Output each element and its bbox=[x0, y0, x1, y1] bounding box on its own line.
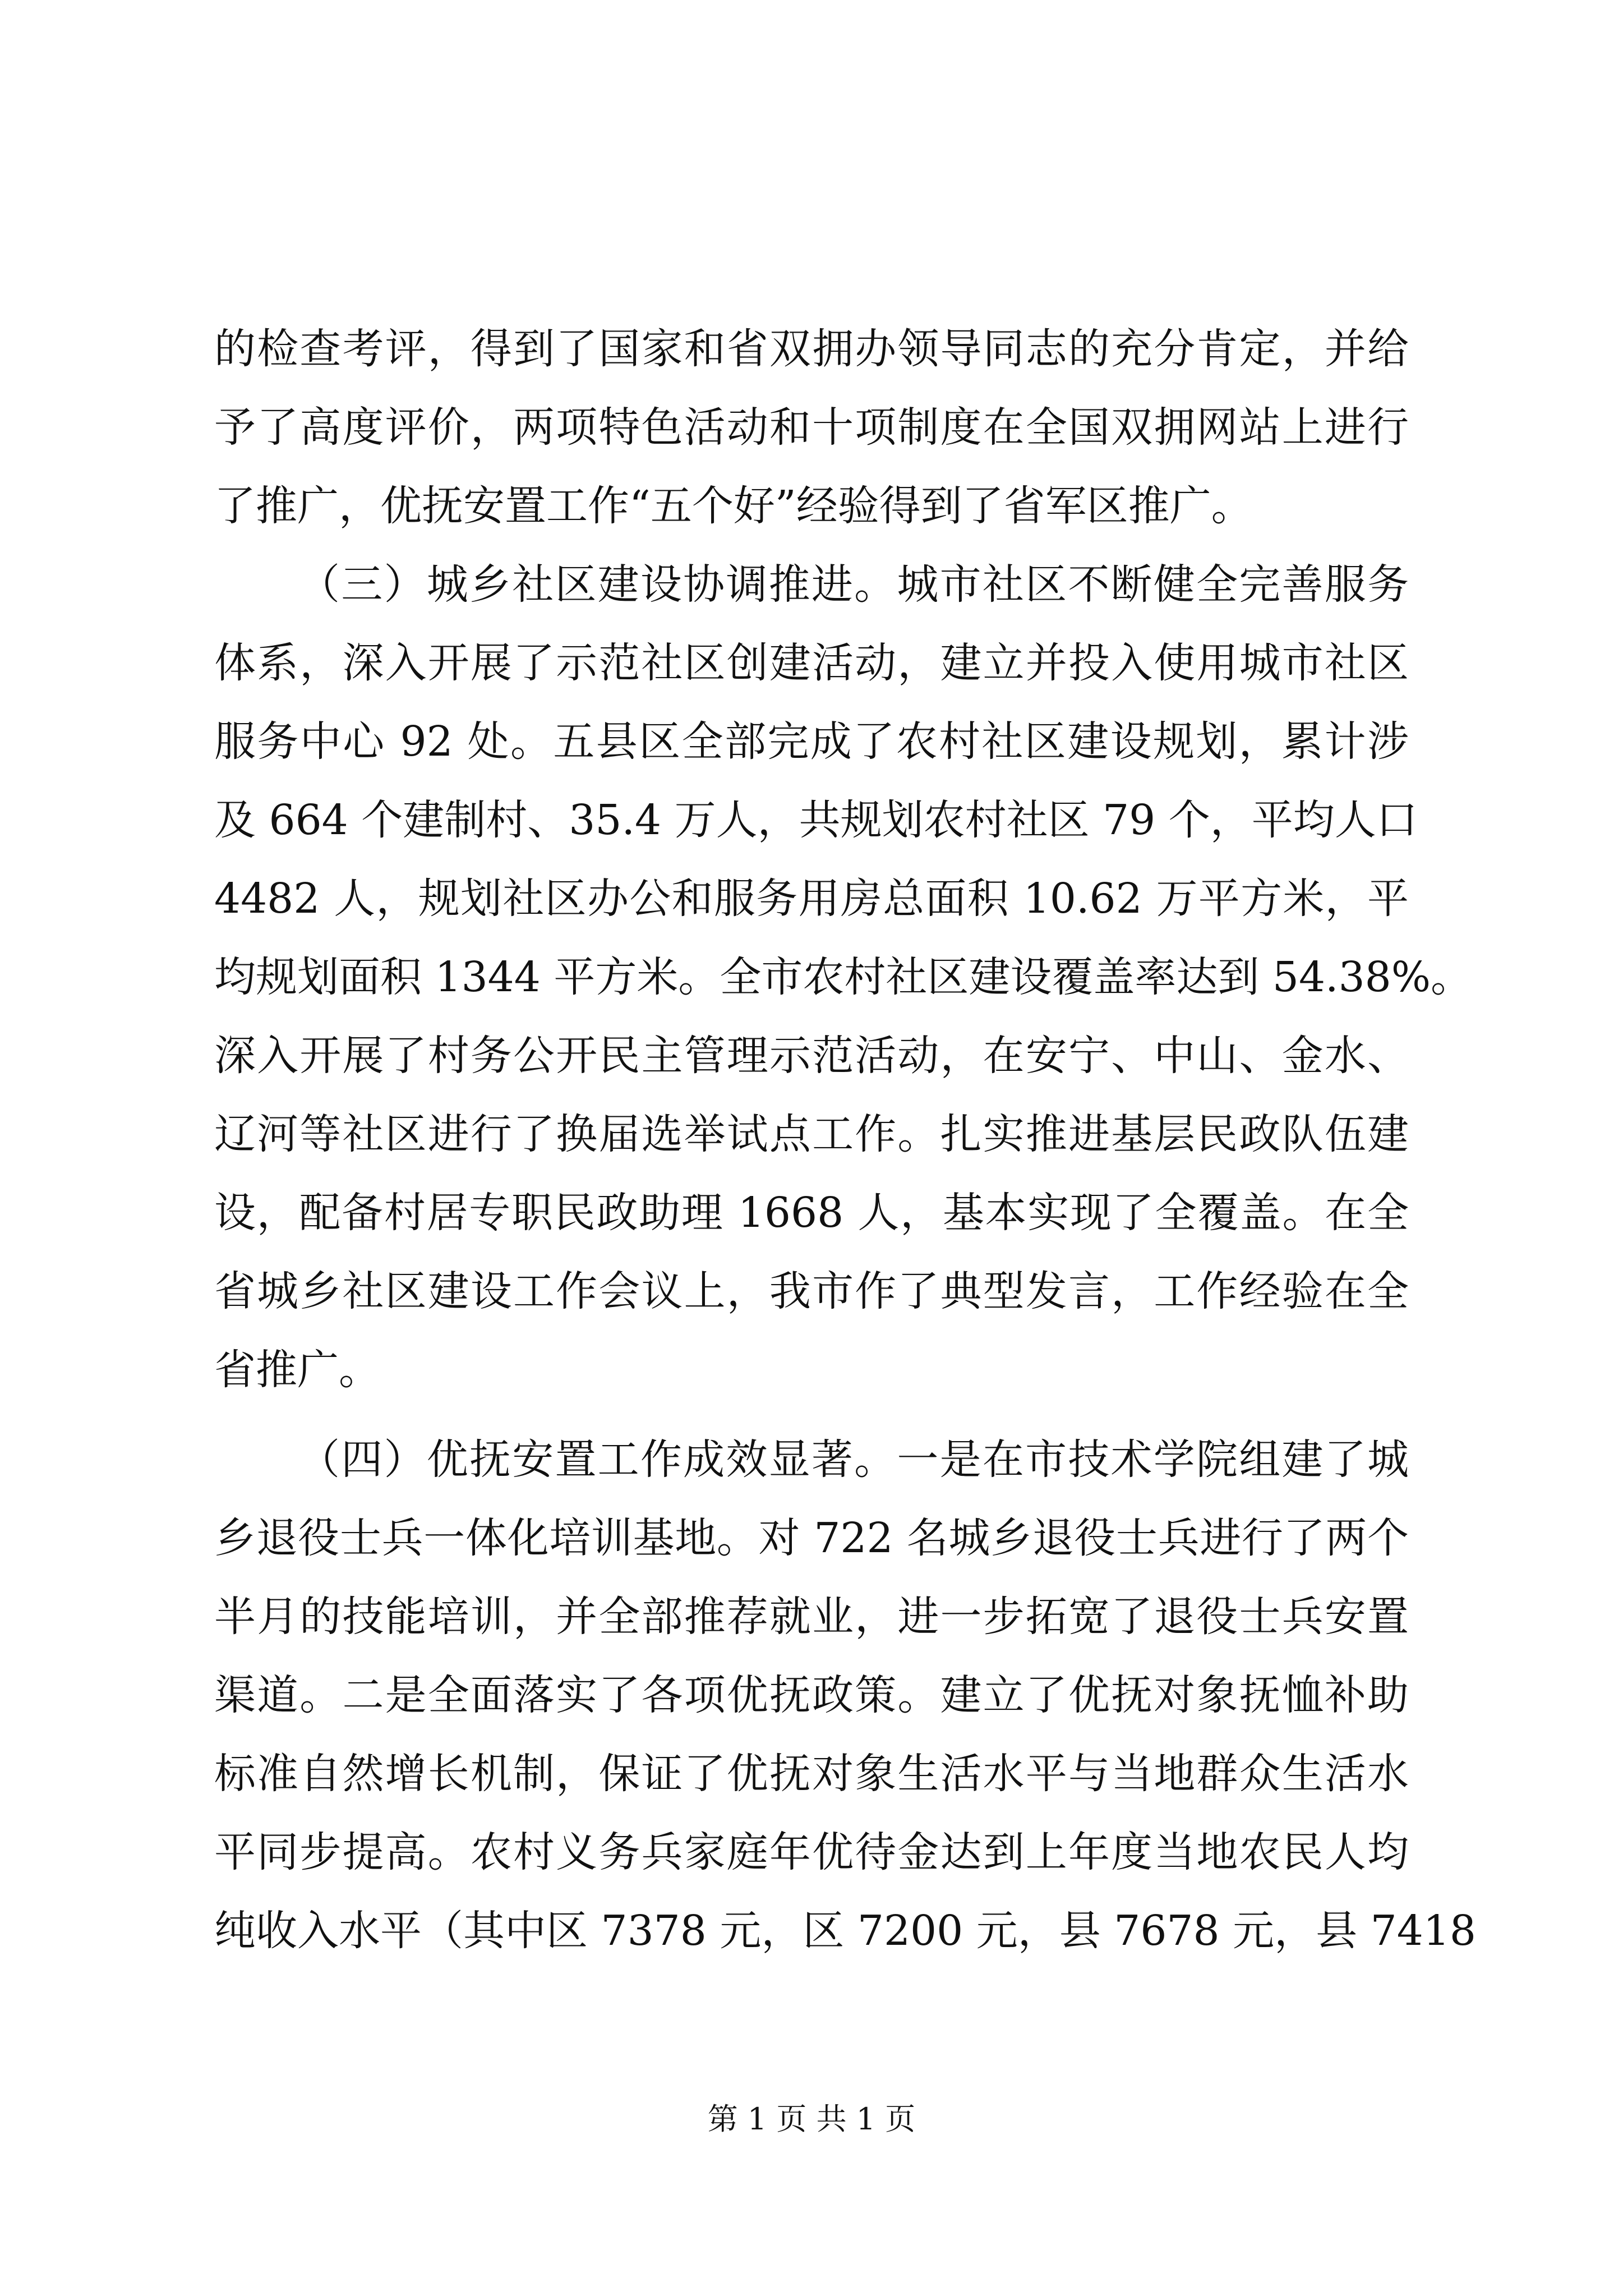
text-line: 省城乡社区建设工作会议上，我市作了典型发言，工作经验在全 bbox=[214, 1267, 1409, 1315]
paragraph-start-line: （四）优抚安置工作成效显著。一是在市技术学院组建了城 bbox=[298, 1435, 1409, 1484]
text-line: 乡退役士兵一体化培训基地。对 722 名城乡退役士兵进行了两个 bbox=[214, 1514, 1409, 1562]
text-line: 的检查考评，得到了国家和省双拥办领导同志的充分肯定，并给 bbox=[214, 325, 1409, 373]
paragraph-start-line: （三）城乡社区建设协调推进。城市社区不断健全完善服务 bbox=[298, 560, 1409, 609]
text-line: 了推广，优抚安置工作“五个好”经验得到了省军区推广。 bbox=[214, 482, 1253, 530]
text-line: 平同步提高。农村义务兵家庭年优待金达到上年度当地农民人均 bbox=[214, 1828, 1409, 1876]
text-line: 省推广。 bbox=[214, 1346, 380, 1394]
text-line: 标准自然增长机制，保证了优抚对象生活水平与当地群众生活水 bbox=[214, 1750, 1409, 1798]
text-line: 体系，深入开展了示范社区创建活动，建立并投入使用城市社区 bbox=[214, 639, 1409, 687]
text-line: 4482 人，规划社区办公和服务用房总面积 10.62 万平方米，平 bbox=[214, 875, 1409, 923]
text-line: 纯收入水平（其中区 7378 元，区 7200 元，县 7678 元，县 7418 bbox=[214, 1907, 1476, 1955]
text-line: 服务中心 92 处。五县区全部完成了农村社区建设规划，累计涉 bbox=[214, 717, 1409, 766]
text-line: 及 664 个建制村、35.4 万人，共规划农村社区 79 个，平均人口 bbox=[214, 796, 1418, 844]
text-line: 渠道。二是全面落实了各项优抚政策。建立了优抚对象抚恤补助 bbox=[214, 1671, 1409, 1719]
page-footer: 第 1 页 共 1 页 bbox=[707, 2101, 916, 2137]
text-line: 予了高度评价，两项特色活动和十项制度在全国双拥网站上进行 bbox=[214, 403, 1409, 452]
text-line: 半月的技能培训，并全部推荐就业，进一步拓宽了退役士兵安置 bbox=[214, 1593, 1409, 1641]
text-line: 设，配备村居专职民政助理 1668 人，基本实现了全覆盖。在全 bbox=[214, 1189, 1409, 1237]
text-line: 深入开展了村务公开民主管理示范活动，在安宁、中山、金水、 bbox=[214, 1032, 1409, 1080]
text-line: 均规划面积 1344 平方米。全市农村社区建设覆盖率达到 54.38%。 bbox=[214, 953, 1473, 1001]
text-line: 辽河等社区进行了换届选举试点工作。扎实推进基层民政队伍建 bbox=[214, 1110, 1409, 1158]
